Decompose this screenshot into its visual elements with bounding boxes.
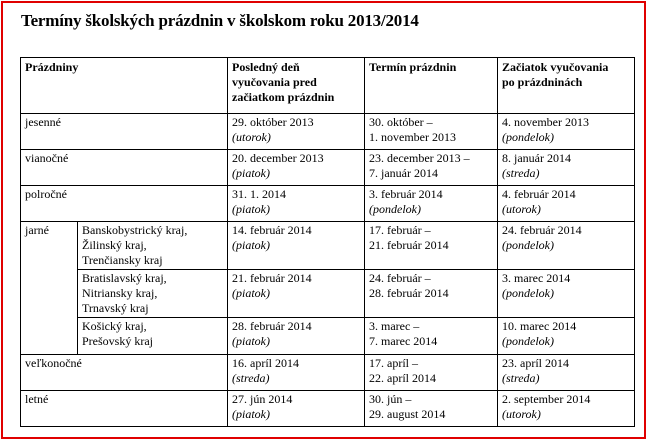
last-day-cell: 31. 1. 2014 (piatok) (228, 186, 365, 222)
table-row (21, 391, 635, 427)
start-cell: 4. november 2013 (pondelok) (498, 114, 635, 150)
last-day-cell: 29. október 2013 (utorok) (228, 114, 365, 150)
holiday-name: letné (21, 391, 228, 427)
start-cell: 8. január 2014 (streda) (498, 150, 635, 186)
start-cell: 24. február 2014 (pondelok) (498, 222, 635, 270)
table-row (21, 150, 635, 186)
holiday-name: jesenné (21, 114, 228, 150)
start-cell: 10. marec 2014 (pondelok) (498, 318, 635, 355)
start-cell: 23. apríl 2014 (streda) (498, 355, 635, 391)
last-day-cell: 21. február 2014 (piatok) (228, 270, 365, 318)
table-header-row (21, 58, 635, 114)
last-day-cell: 16. apríl 2014 (streda) (228, 355, 365, 391)
term-cell: 17. apríl – 22. apríl 2014 (365, 355, 498, 391)
last-day-cell: 20. december 2013 (piatok) (228, 150, 365, 186)
table-row (21, 114, 635, 150)
start-cell: 3. marec 2014 (pondelok) (498, 270, 635, 318)
start-cell: 4. február 2014 (utorok) (498, 186, 635, 222)
term-cell: 23. december 2013 – 7. január 2014 (365, 150, 498, 186)
header-start: Začiatok vyučovania po prázdninách (498, 58, 635, 114)
term-cell: 3. marec – 7. marec 2014 (365, 318, 498, 355)
last-day-cell: 27. jún 2014 (piatok) (228, 391, 365, 427)
header-last-day: Posledný deň vyučovania pred začiatkom prázdnin (228, 58, 365, 114)
term-cell: 17. február – 21. február 2014 (365, 222, 498, 270)
header-prazdniny: Prázdniny (21, 58, 228, 114)
last-day-cell: 28. február 2014 (piatok) (228, 318, 365, 355)
term-cell: 3. február 2014 (pondelok) (365, 186, 498, 222)
header-term: Termín prázdnin (365, 58, 498, 114)
term-cell: 24. február – 28. február 2014 (365, 270, 498, 318)
holiday-name: polročné (21, 186, 228, 222)
table-row (21, 355, 635, 391)
holiday-name: jarné (21, 222, 78, 355)
last-day-cell: 14. február 2014 (piatok) (228, 222, 365, 270)
term-cell: 30. október – 1. november 2013 (365, 114, 498, 150)
table-row (21, 270, 635, 318)
document-frame (1, 1, 646, 439)
table-row (21, 186, 635, 222)
term-cell: 30. jún – 29. august 2014 (365, 391, 498, 427)
table-row (21, 222, 635, 270)
region-cell: Bratislavský kraj, Nitriansky kraj, Trnavský kraj (78, 270, 228, 318)
region-cell: Banskobystrický kraj, Žilinský kraj, Trenčiansky kraj (78, 222, 228, 270)
table-row (21, 318, 635, 355)
holiday-table (20, 57, 635, 427)
document-title: Termíny školských prázdnin v školskom roku 2013/2014 (21, 11, 419, 30)
region-cell: Košický kraj, Prešovský kraj (78, 318, 228, 355)
holiday-name: vianočné (21, 150, 228, 186)
start-cell: 2. september 2014 (utorok) (498, 391, 635, 427)
holiday-name: veľkonočné (21, 355, 228, 391)
